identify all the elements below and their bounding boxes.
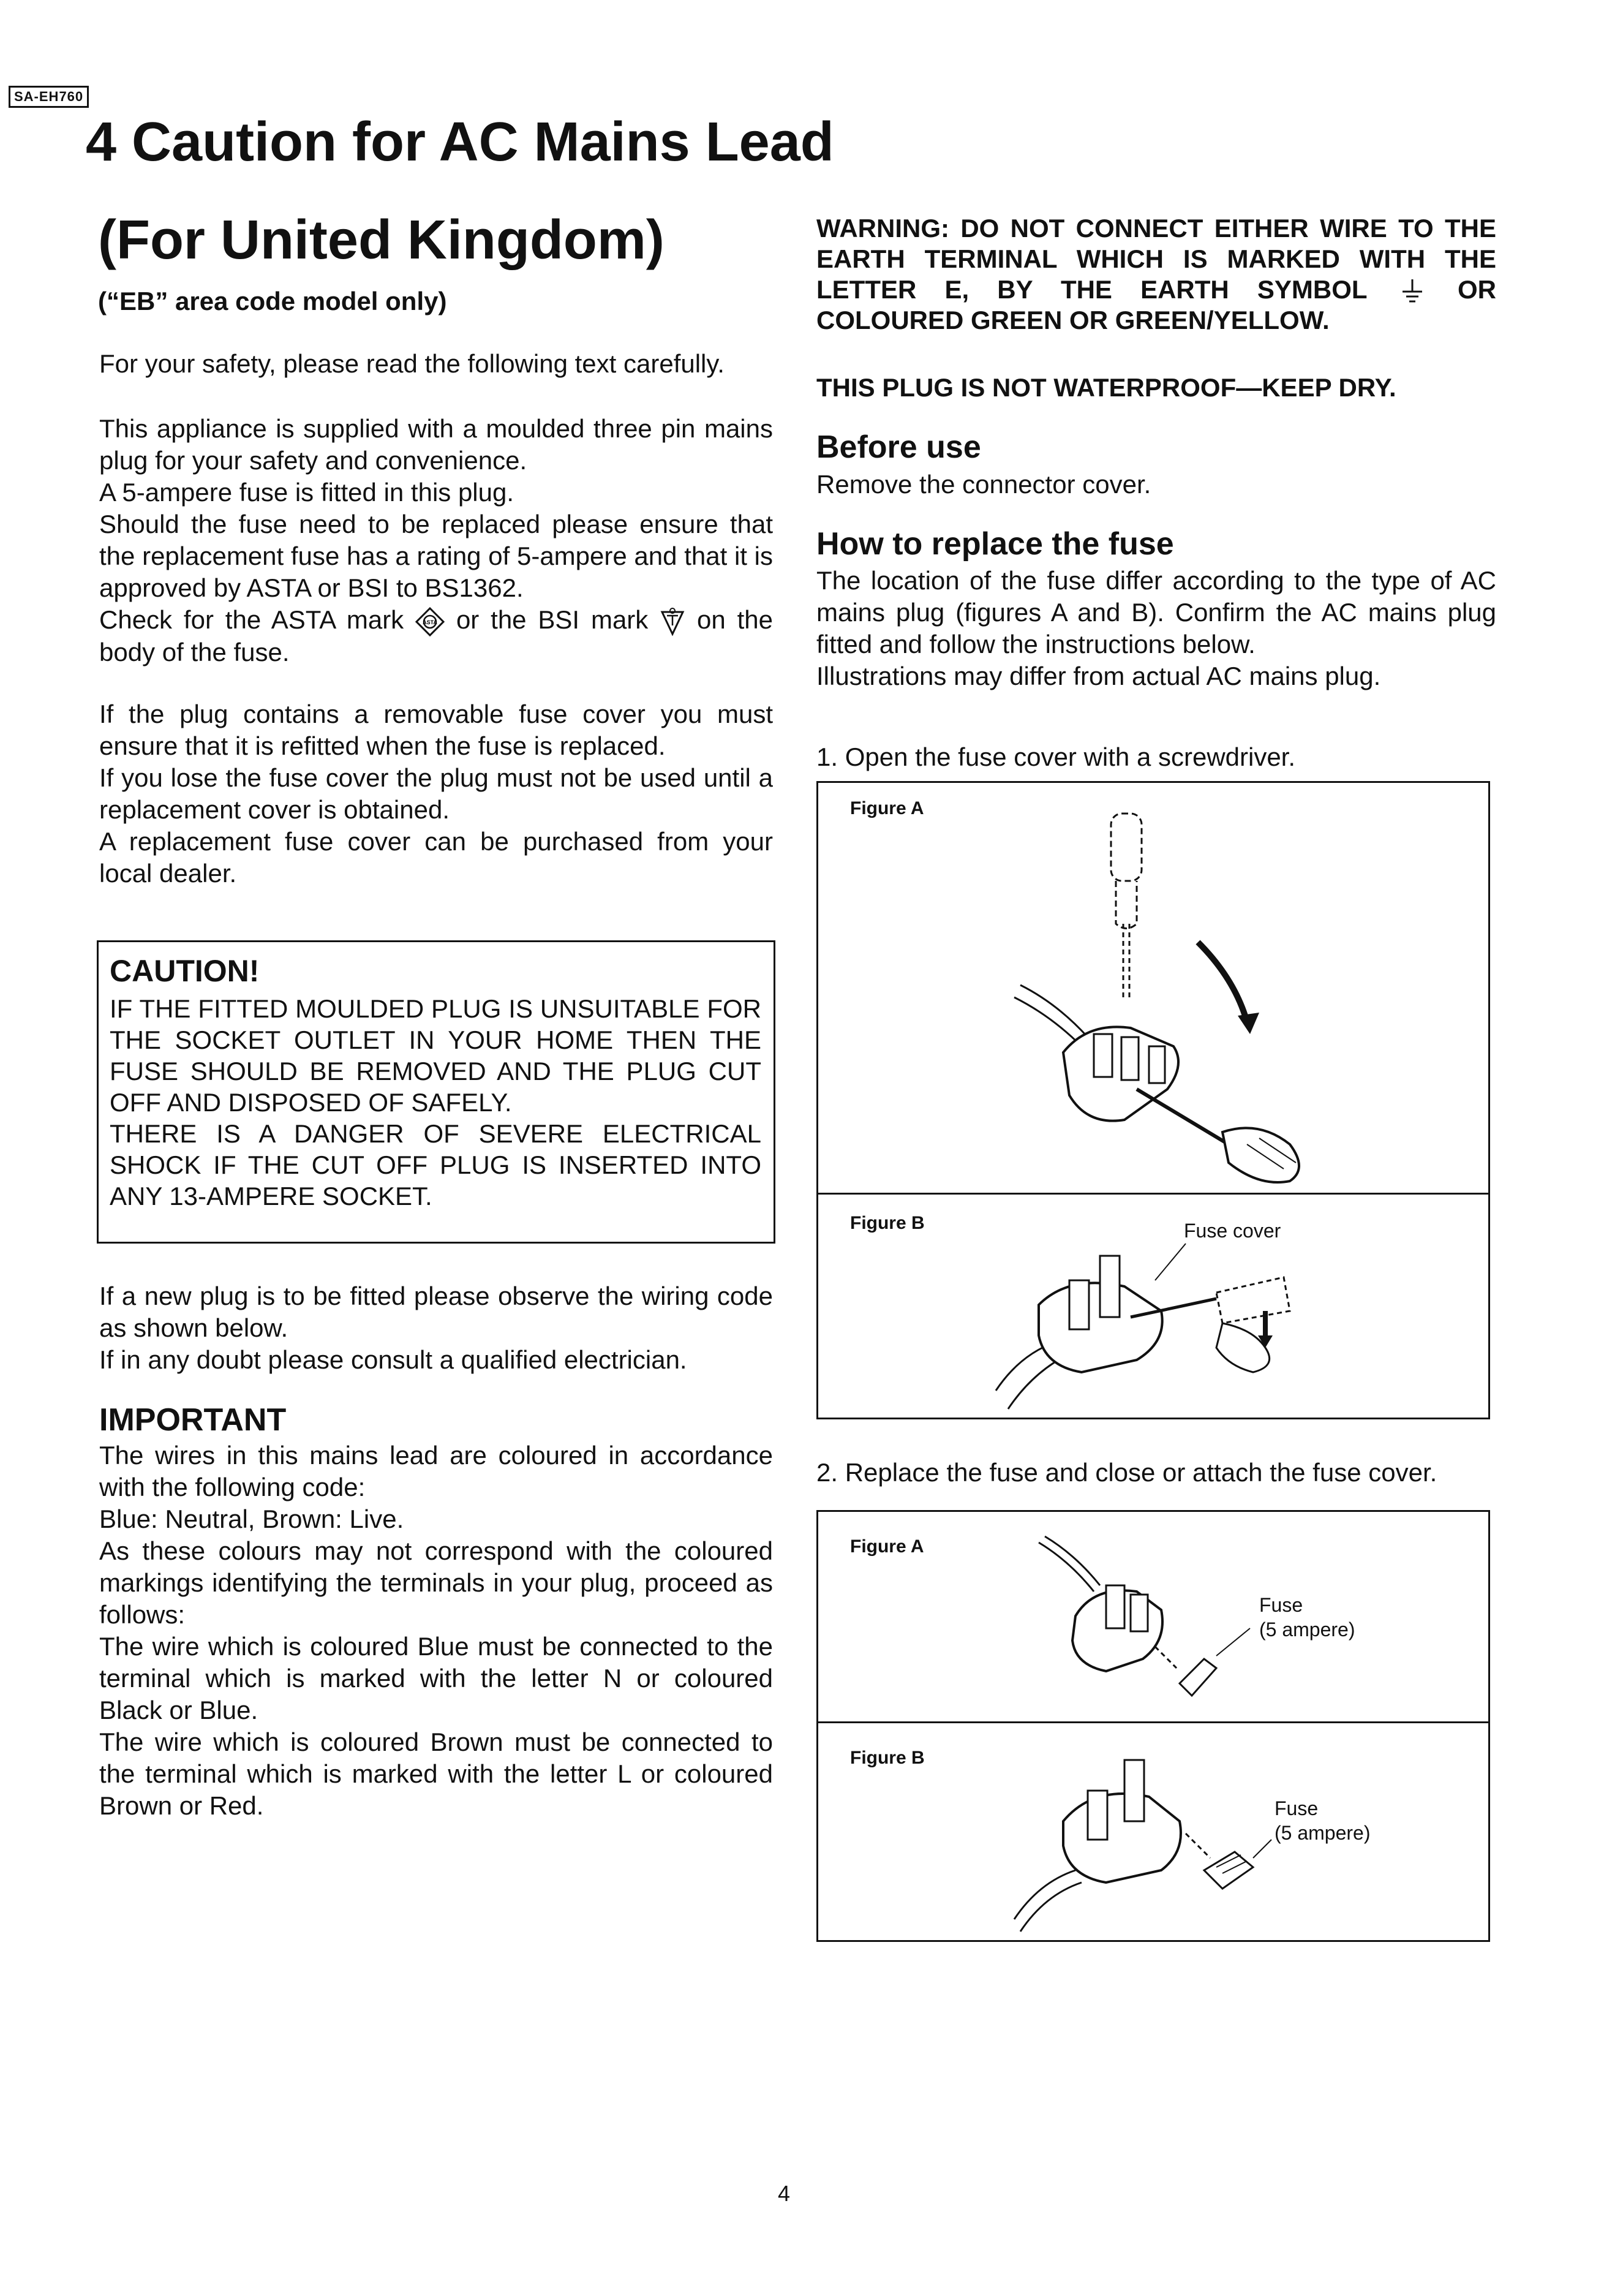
figure-step1-b [818, 1195, 1488, 1419]
fuse-cover-line: A replacement fuse cover can be purchased from your local dealer. [99, 827, 773, 888]
model-tag: SA-EH760 [9, 86, 89, 108]
fuse-info-line: Should the fuse need to be replaced please ensure that the replacement fuse has a rating of 5-ampere and that it is approved by ASTA or BSI to BS1362. [99, 510, 773, 602]
fuse-rating-note: (5 ampere) [1275, 1822, 1371, 1844]
fuse-note: Fuse [1259, 1594, 1303, 1616]
not-waterproof-note: THIS PLUG IS NOT WATERPROOF—KEEP DRY. [816, 373, 1396, 402]
before-use-title: Before use [816, 429, 981, 465]
before-use-text: Remove the connector cover. [816, 470, 1151, 499]
earth-warning-text-a: WARNING: DO NOT CONNECT EITHER WIRE TO THE EARTH TERMINAL WHICH IS MARKED WITH THE LETTER E, BY THE EARTH SYMBOL [816, 214, 1496, 304]
fuse-check-line [99, 604, 773, 668]
figure-label: Figure A [850, 1536, 924, 1557]
fuse-cover-block [99, 698, 773, 889]
fuse-info-line: A 5-ampere fuse is fitted in this plug. [99, 478, 514, 507]
intro-text: For your safety, please read the following text carefully. [99, 349, 725, 378]
check-text-c: on the body of the fuse. [99, 605, 774, 667]
svg-text:ASTA: ASTA [423, 619, 437, 625]
earth-symbol-icon [1400, 278, 1425, 305]
wiring-intro-line: If a new plug is to be fitted please observe the wiring code as shown below. [99, 1282, 773, 1342]
fuse-cover-note: Fuse cover [1184, 1220, 1281, 1242]
asta-mark-icon [415, 607, 445, 636]
fuse-info-line: This appliance is supplied with a moulded three pin mains plug for your safety and convenience. [99, 414, 773, 475]
plug-fuse-cover-illustration [959, 1231, 1314, 1415]
important-block [99, 1440, 773, 1822]
caution-title: CAUTION! [110, 954, 260, 988]
figure-label: Figure B [850, 1748, 925, 1768]
fuse-note: Fuse [1275, 1797, 1319, 1819]
step-2: 2. Replace the fuse and close or attach the fuse cover. [816, 1458, 1437, 1487]
replace-fuse-line: The location of the fuse differ according to the type of AC mains plug (figures A and B). Confirm the AC mains plug fitted and follow the instructions below. [816, 566, 1496, 659]
step-1: 1. Open the fuse cover with a screwdriver. [816, 742, 1296, 771]
page-title: 4 Caution for AC Mains Lead [86, 111, 834, 173]
page-subtitle: (For United Kingdom) [98, 210, 665, 271]
figure-label: Figure B [850, 1213, 925, 1233]
replace-fuse-text [816, 565, 1496, 692]
fuse-info-block [99, 413, 773, 668]
bsi-kitemark-icon [660, 607, 685, 636]
caution-text [110, 993, 761, 1212]
plug-fuse-b-illustration [1002, 1748, 1278, 1932]
check-text-b: or the BSI mark [456, 605, 649, 634]
earth-warning [816, 213, 1496, 336]
plug-screwdriver-illustration [1002, 801, 1345, 1181]
replace-fuse-title: How to replace the fuse [816, 526, 1174, 562]
important-line: As these colours may not correspond with the coloured markings identifying the terminals in your plug, proceed as follows: [99, 1536, 773, 1629]
caution-line: THERE IS A DANGER OF SEVERE ELECTRICAL SHOCK IF THE CUT OFF PLUG IS INSERTED INTO ANY 13-AMPERE SOCKET. [110, 1119, 761, 1210]
figure-step1-a [818, 783, 1488, 1195]
fuse-cover-line: If the plug contains a removable fuse cover you must ensure that it is refitted when the fuse is replaced. [99, 700, 773, 760]
figure-frame-step2 [816, 1510, 1490, 1942]
important-title: IMPORTANT [99, 1402, 287, 1438]
figure-step2-a [818, 1512, 1488, 1723]
wiring-intro-block [99, 1280, 773, 1376]
fuse-rating-note: (5 ampere) [1259, 1618, 1355, 1641]
figure-step2-b [818, 1723, 1488, 1942]
caution-line: IF THE FITTED MOULDED PLUG IS UNSUITABLE FOR THE SOCKET OUTLET IN YOUR HOME THEN THE FUSE SHOULD BE REMOVED AND THE PLUG CUT OFF AND DISPOSED OF SAFELY. [110, 994, 761, 1117]
important-line: Blue: Neutral, Brown: Live. [99, 1505, 404, 1533]
important-line: The wire which is coloured Blue must be connected to the terminal which is marked with the letter N or coloured Black or Blue. [99, 1632, 773, 1724]
important-line: The wire which is coloured Brown must be connected to the terminal which is marked with the letter L or coloured Brown or Red. [99, 1728, 773, 1820]
wiring-intro-line: If in any doubt please consult a qualified electrician. [99, 1345, 687, 1374]
check-text-a: Check for the ASTA mark [99, 605, 404, 634]
page-number: 4 [778, 2181, 791, 2206]
area-code-note: (“EB” area code model only) [98, 287, 447, 315]
earth-warning-text-b: OR COLOURED GREEN OR GREEN/YELLOW. [816, 275, 1497, 334]
fuse-cover-line: If you lose the fuse cover the plug must not be used until a replacement cover is obtained. [99, 763, 773, 824]
figure-frame-step1 [816, 781, 1490, 1419]
figure-label: Figure A [850, 798, 924, 818]
plug-fuse-a-illustration [1039, 1536, 1259, 1708]
replace-fuse-line: Illustrations may differ from actual AC mains plug. [816, 662, 1381, 690]
caution-box [97, 940, 775, 1244]
important-line: The wires in this mains lead are coloured in accordance with the following code: [99, 1441, 773, 1501]
